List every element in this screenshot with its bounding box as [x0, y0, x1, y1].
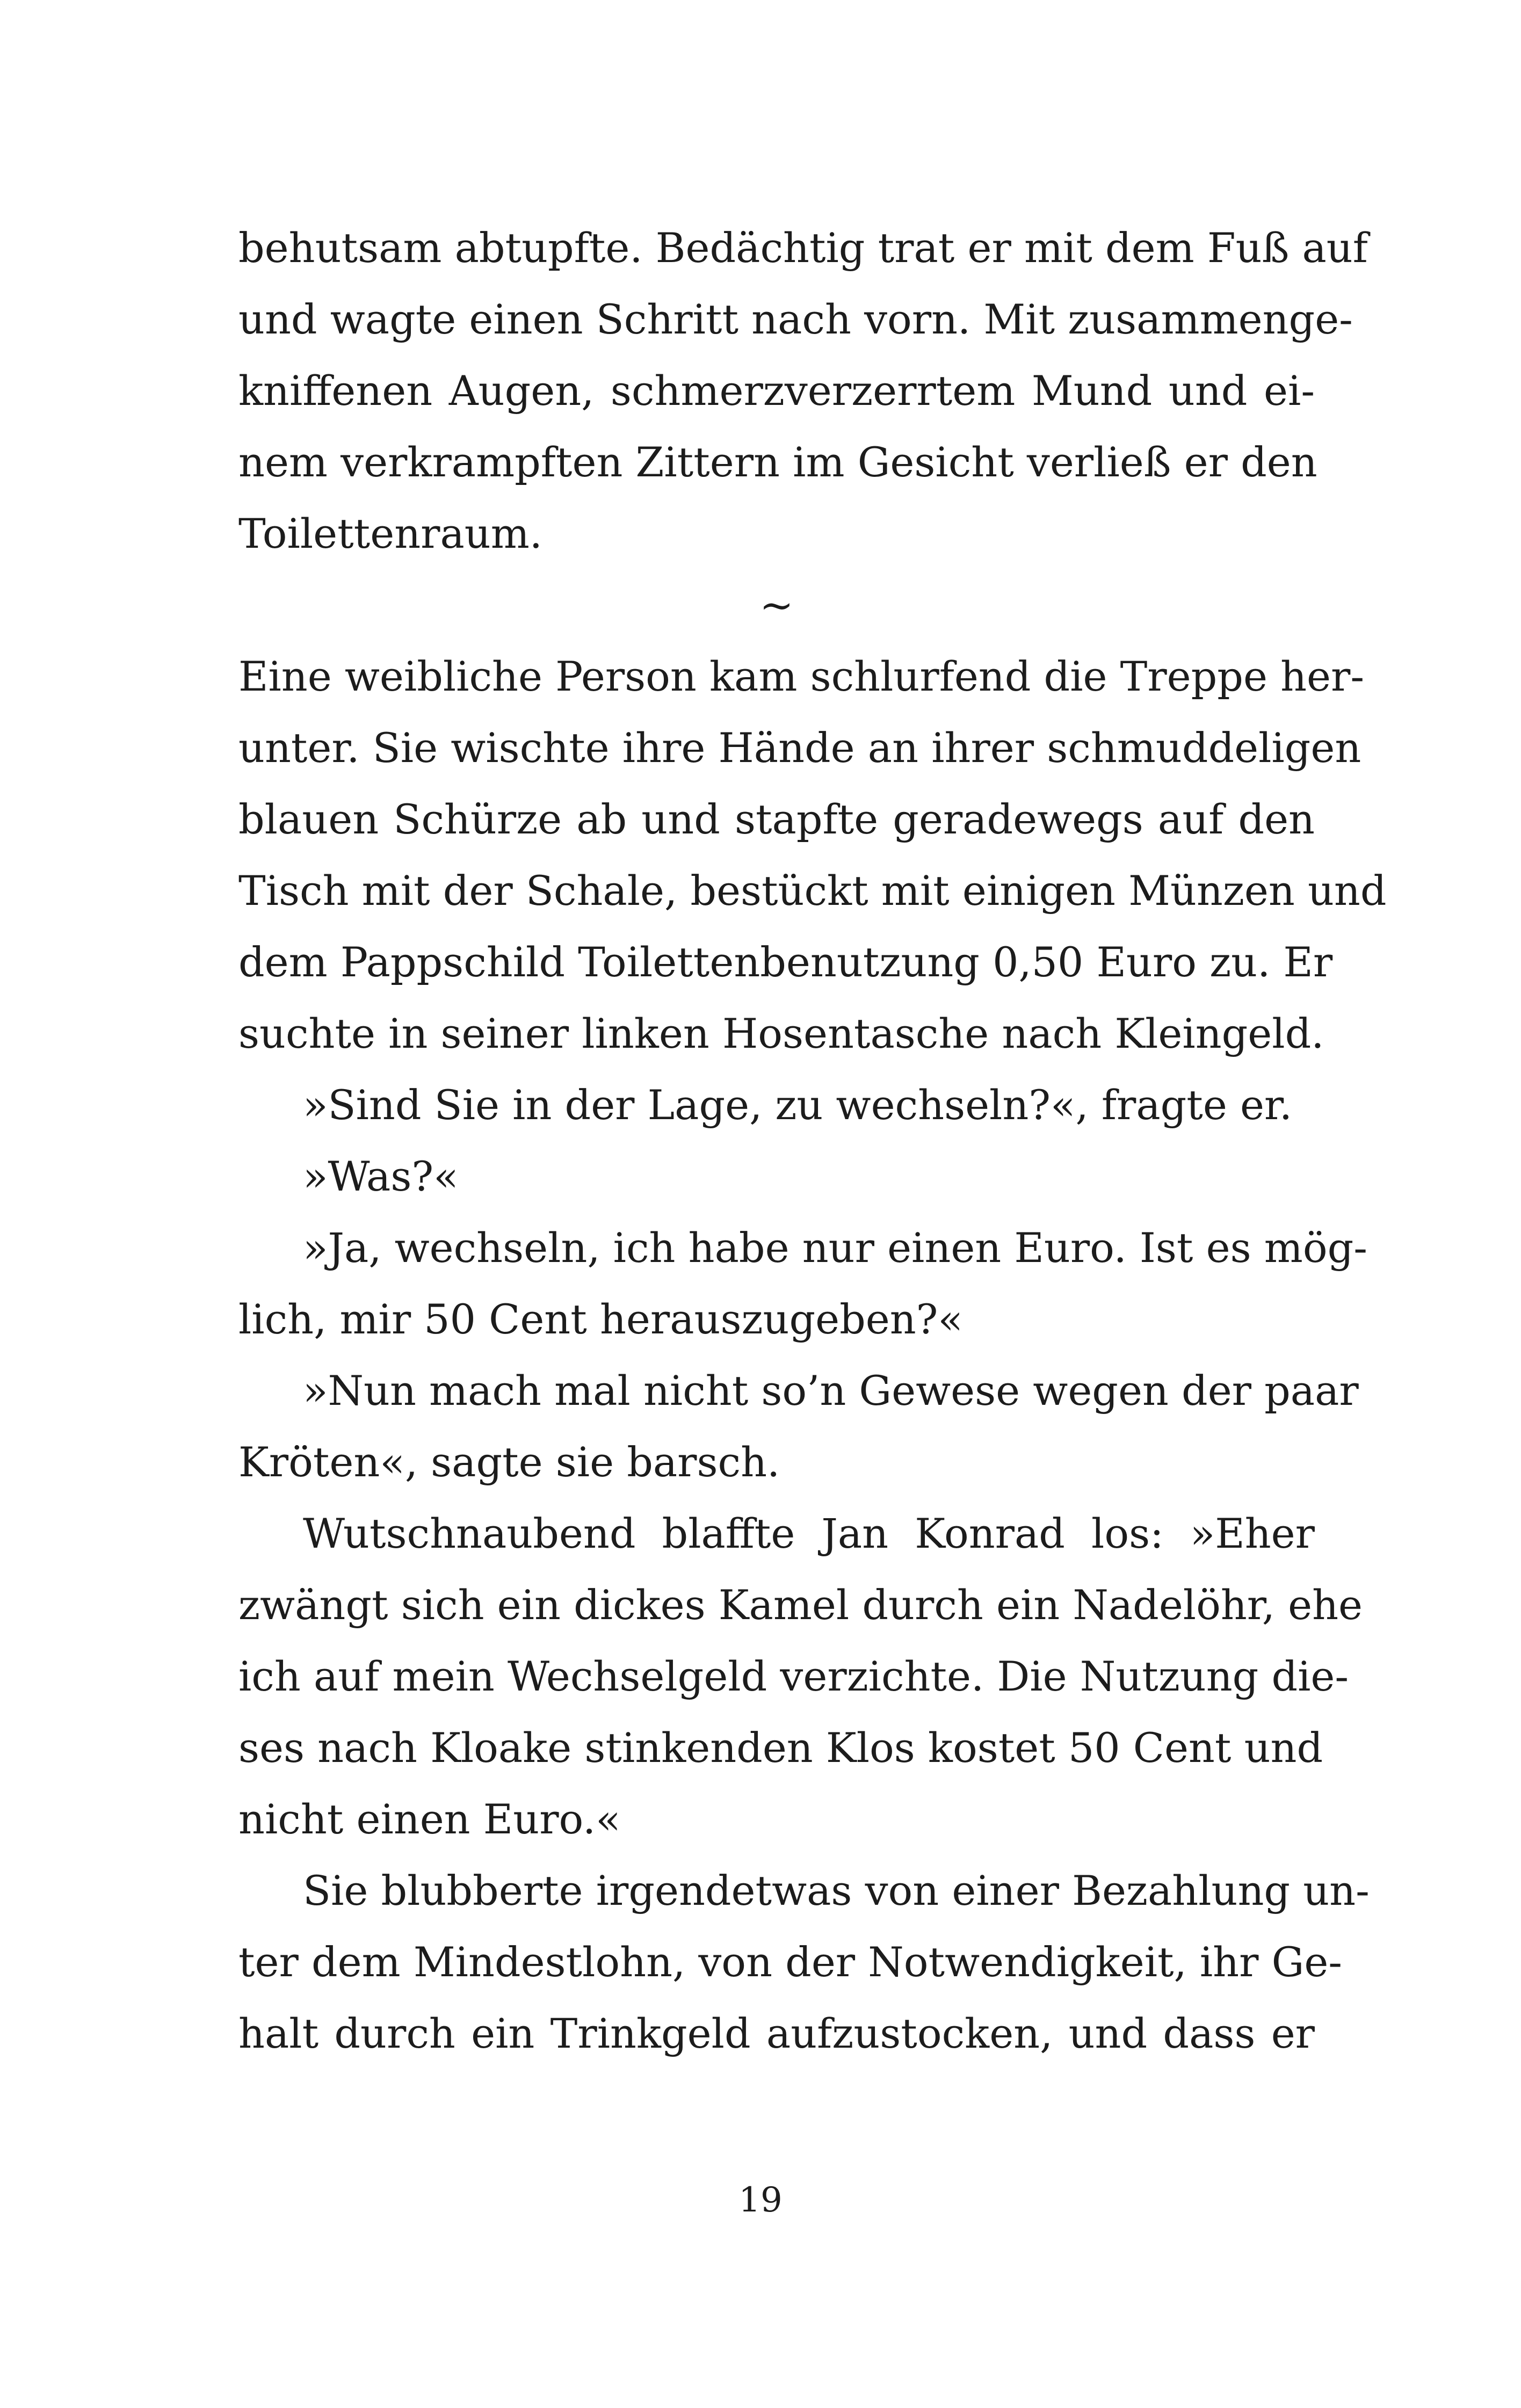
text-line: kniffenen Augen, schmerzverzerrtem Mund und ei-	[238, 367, 1315, 415]
body-text	[238, 212, 1387, 2069]
text-line: dem Pappschild Toilettenbenutzung 0,50 Euro zu. Er	[238, 938, 1333, 986]
text-line: lich, mir 50 Cent herauszugeben?«	[238, 1295, 963, 1343]
text-line: nem verkrampften Zittern im Gesicht verließ er den	[238, 438, 1317, 486]
section-divider: ~	[759, 581, 794, 629]
text-line: suchte in seiner linken Hosentasche nach Kleingeld.	[238, 1010, 1324, 1057]
text-line: und wagte einen Schritt nach vorn. Mit zusammenge-	[238, 295, 1353, 343]
text-line: halt durch ein Trinkgeld aufzustocken, und dass er	[238, 2010, 1315, 2057]
text-line: behutsam abtupfte. Bedächtig trat er mit dem Fuß auf	[238, 224, 1368, 272]
text-line: »Was?«	[303, 1152, 459, 1200]
text-line: zwängt sich ein dickes Kamel durch ein Nadelöhr, ehe	[238, 1581, 1363, 1629]
text-line: Sie blubberte irgendetwas von einer Bezahlung un-	[303, 1867, 1370, 1914]
text-line: Toilettenraum.	[238, 510, 542, 557]
text-line: Kröten«, sagte sie barsch.	[238, 1438, 780, 1486]
text-line: blauen Schürze ab und stapfte geradewegs auf den	[238, 795, 1315, 843]
text-line: »Ja, wechseln, ich habe nur einen Euro. Ist es mög-	[303, 1224, 1367, 1272]
text-line: Eine weibliche Person kam schlurfend die Treppe her-	[238, 652, 1365, 700]
text-line: »Sind Sie in der Lage, zu wechseln?«, fragte er.	[303, 1081, 1293, 1129]
text-line: ses nach Kloake stinkenden Klos kostet 50 Cent und	[238, 1724, 1323, 1772]
text-line: nicht einen Euro.«	[238, 1795, 621, 1843]
text-line: Wutschnaubend blaffte Jan Konrad los: »Eher	[303, 1510, 1315, 1557]
text-line: unter. Sie wischte ihre Hände an ihrer schmuddeligen	[238, 724, 1361, 772]
text-line: ich auf mein Wechselgeld verzichte. Die Nutzung die-	[238, 1652, 1349, 1700]
text-line: »Nun mach mal nicht so’n Gewese wegen der paar	[303, 1367, 1359, 1415]
text-line: ter dem Mindestlohn, von der Notwendigkeit, ihr Ge-	[238, 1938, 1342, 1986]
text-line: Tisch mit der Schale, bestückt mit einigen Münzen und	[238, 867, 1387, 915]
page-number: 19	[738, 2180, 783, 2220]
